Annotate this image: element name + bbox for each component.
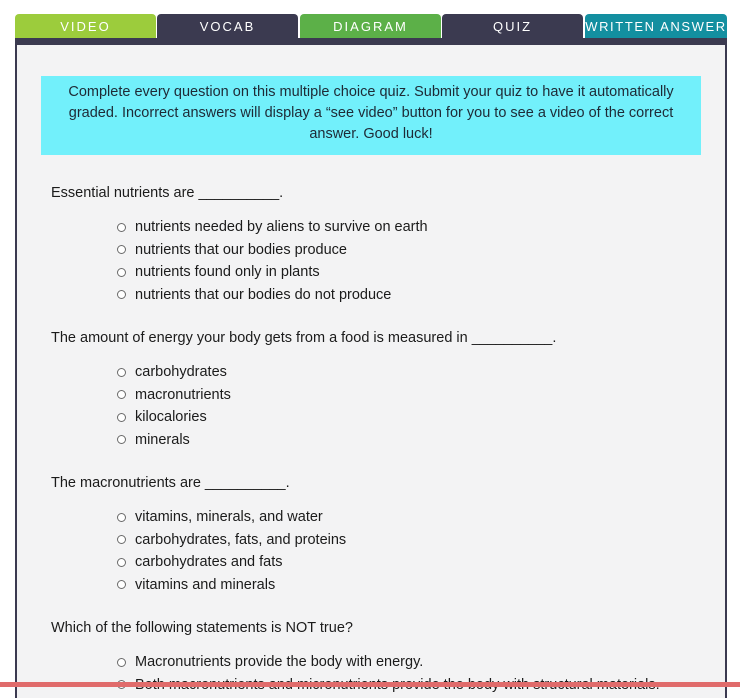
tab-vocab-label: VOCAB (199, 18, 256, 34)
option-label: nutrients that our bodies produce (135, 241, 347, 258)
tab-written-answer-label: WRITTEN ANSWER (585, 18, 727, 34)
question-text: The macronutrients are __________. (51, 475, 290, 491)
tab-quiz-label: QUIZ (492, 18, 533, 34)
option-label: carbohydrates (135, 364, 227, 381)
answer-option[interactable] (117, 406, 711, 429)
answer-option[interactable] (117, 429, 711, 452)
answer-option[interactable] (117, 651, 711, 674)
answer-option[interactable] (117, 529, 711, 552)
radio-button[interactable] (117, 580, 126, 589)
radio-button[interactable] (117, 435, 126, 444)
option-label: carbohydrates and fats (135, 554, 283, 571)
answer-options (117, 651, 711, 696)
tab-video[interactable] (15, 14, 156, 38)
tab-vocab[interactable] (157, 14, 298, 38)
radio-button[interactable] (117, 223, 126, 232)
option-label: nutrients that our bodies do not produce (135, 286, 392, 303)
question-3 (51, 473, 711, 596)
answer-option[interactable] (117, 551, 711, 574)
answer-option[interactable] (117, 506, 711, 529)
tab-video-label: VIDEO (60, 18, 111, 34)
answer-option[interactable] (117, 261, 711, 284)
radio-button[interactable] (117, 290, 126, 299)
answer-options (117, 506, 711, 596)
radio-button[interactable] (117, 558, 126, 567)
radio-button[interactable] (117, 658, 126, 667)
answer-option[interactable] (117, 361, 711, 384)
option-label: vitamins, minerals, and water (135, 509, 323, 526)
radio-button[interactable] (117, 268, 126, 277)
question-text: Which of the following statements is NOT true? (51, 620, 353, 636)
radio-button[interactable] (117, 368, 126, 377)
radio-button[interactable] (117, 413, 126, 422)
bottom-bar (0, 682, 740, 687)
question-text: The amount of energy your body gets from a food is measured in __________. (51, 330, 557, 346)
option-label: nutrients needed by aliens to survive on earth (135, 219, 428, 236)
question-text: Essential nutrients are __________. (51, 185, 284, 201)
question-1 (51, 183, 711, 306)
answer-option[interactable] (117, 574, 711, 597)
answer-options (117, 361, 711, 451)
option-label: macronutrients (135, 386, 231, 403)
answer-options (117, 216, 711, 306)
radio-button[interactable] (117, 245, 126, 254)
answer-option[interactable] (117, 284, 711, 307)
tab-quiz[interactable] (442, 14, 583, 38)
radio-button[interactable] (117, 535, 126, 544)
option-label: carbohydrates, fats, and proteins (135, 531, 347, 548)
tab-diagram[interactable] (300, 14, 441, 38)
quiz-panel (15, 38, 727, 698)
radio-button[interactable] (117, 513, 126, 522)
option-label: minerals (135, 431, 190, 448)
option-label: nutrients found only in plants (135, 264, 320, 281)
question-2 (51, 328, 711, 451)
answer-option[interactable] (117, 384, 711, 407)
answer-option[interactable] (117, 216, 711, 239)
tab-written-answer[interactable] (585, 14, 727, 38)
radio-button[interactable] (117, 390, 126, 399)
answer-option[interactable] (117, 239, 711, 262)
tab-diagram-label: DIAGRAM (333, 18, 408, 34)
option-label: Macronutrients provide the body with energy. (135, 654, 424, 671)
option-label: kilocalories (135, 409, 207, 426)
quiz-instructions: Complete every question on this multiple choice quiz. Submit your quiz to have it automatically graded. Incorrect answers will display a “see video” button for you to see a video of the correct answer. Good luck! (41, 76, 701, 155)
option-label: vitamins and minerals (135, 576, 276, 593)
